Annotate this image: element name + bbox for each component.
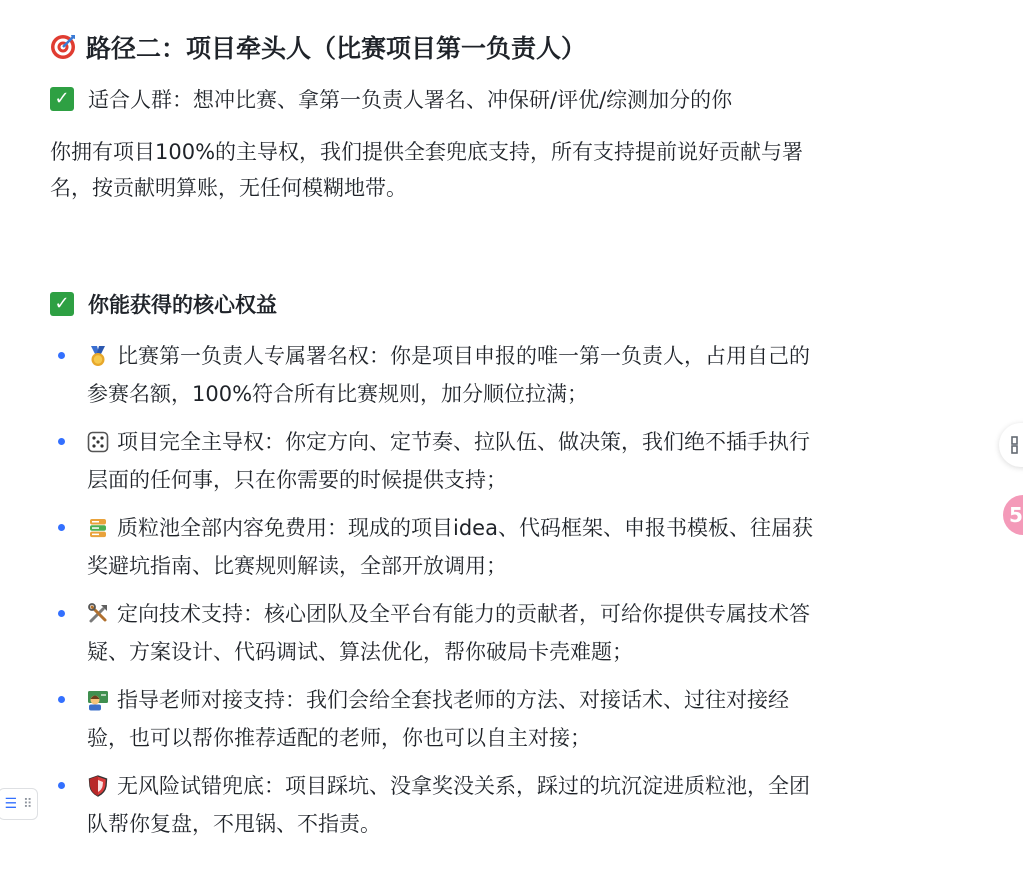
section-heading-text: 路径二：项目牵头人（比赛项目第一负责人） (86, 34, 587, 63)
intro-line: 你拥有项目100%的主导权，我们提供全套兜底支持，所有支持提前说好贡献与署 (50, 140, 804, 164)
bullet-dot (58, 610, 65, 617)
drag-grip-icon: ⠿ (23, 796, 32, 812)
benefit-text: 定向技术支持：核心团队及全平台有能力的贡献者，可给你提供专属技术答 (117, 602, 810, 626)
shield-icon (87, 775, 109, 797)
bullet-dot (58, 524, 65, 531)
side-badge-button[interactable] (1003, 495, 1023, 535)
audience-line (50, 82, 732, 116)
benefits-heading-text: 你能获得的核心权益 (88, 293, 277, 317)
list-item (50, 337, 942, 413)
benefit-text: 质粒池全部内容免费用：现成的项目idea、代码框架、申报书模板、往届获 (117, 516, 813, 540)
bullet-dot (58, 438, 65, 445)
section-heading (50, 26, 586, 68)
list-item (50, 767, 942, 843)
benefit-text: 疑、方案设计、代码调试、算法优化，帮你破局卡壳难题； (87, 640, 633, 664)
block-drag-handle[interactable] (0, 788, 38, 820)
check-icon: ✓ (50, 87, 74, 111)
benefit-text: 参赛名额，100%符合所有比赛规则，加分顺位拉满； (87, 382, 589, 406)
bullet-dot (58, 696, 65, 703)
side-toolbar-button[interactable] (999, 423, 1023, 467)
intro-paragraph (50, 134, 930, 206)
benefits-heading (50, 286, 277, 322)
benefit-text: 指导老师对接支持：我们会给全套找老师的方法、对接话术、过往对接经 (117, 688, 789, 712)
list-item (50, 681, 942, 757)
audience-text: 适合人群：想冲比赛、拿第一负责人署名、冲保研/评优/综测加分的你 (88, 88, 733, 112)
benefit-text: 层面的任何事，只在你需要的时候提供支持； (87, 468, 507, 492)
dice-icon (87, 431, 109, 453)
check-icon: ✓ (50, 292, 74, 316)
list-type-icon: ☰ (4, 796, 18, 812)
side-badge-text: 5 (1009, 503, 1023, 527)
benefit-text: 比赛第一负责人专属署名权：你是项目申报的唯一第一负责人，占用自己的 (117, 344, 810, 368)
benefit-text: 验，也可以帮你推荐适配的老师，你也可以自主对接； (87, 726, 591, 750)
benefit-text: 队帮你复盘，不甩锅、不指责。 (87, 812, 381, 836)
layout-grid-icon (1011, 436, 1023, 454)
medal-icon (87, 345, 109, 367)
target-icon (50, 34, 76, 60)
bullet-dot (58, 782, 65, 789)
intro-line: 名，按贡献明算账，无任何模糊地带。 (50, 176, 407, 200)
benefit-text: 奖避坑指南、比赛规则解读，全部开放调用； (87, 554, 507, 578)
list-item (50, 509, 942, 585)
list-item (50, 595, 942, 671)
benefits-list (50, 337, 950, 853)
benefit-text: 项目完全主导权：你定方向、定节奏、拉队伍、做决策，我们绝不插手执行 (117, 430, 810, 454)
tools-icon (87, 603, 109, 625)
teacher-icon (87, 689, 109, 711)
bullet-dot (58, 352, 65, 359)
benefit-text: 无风险试错兜底：项目踩坑、没拿奖没关系，踩过的坑沉淀进质粒池，全团 (117, 774, 810, 798)
database-icon (87, 517, 109, 539)
list-item (50, 423, 942, 499)
